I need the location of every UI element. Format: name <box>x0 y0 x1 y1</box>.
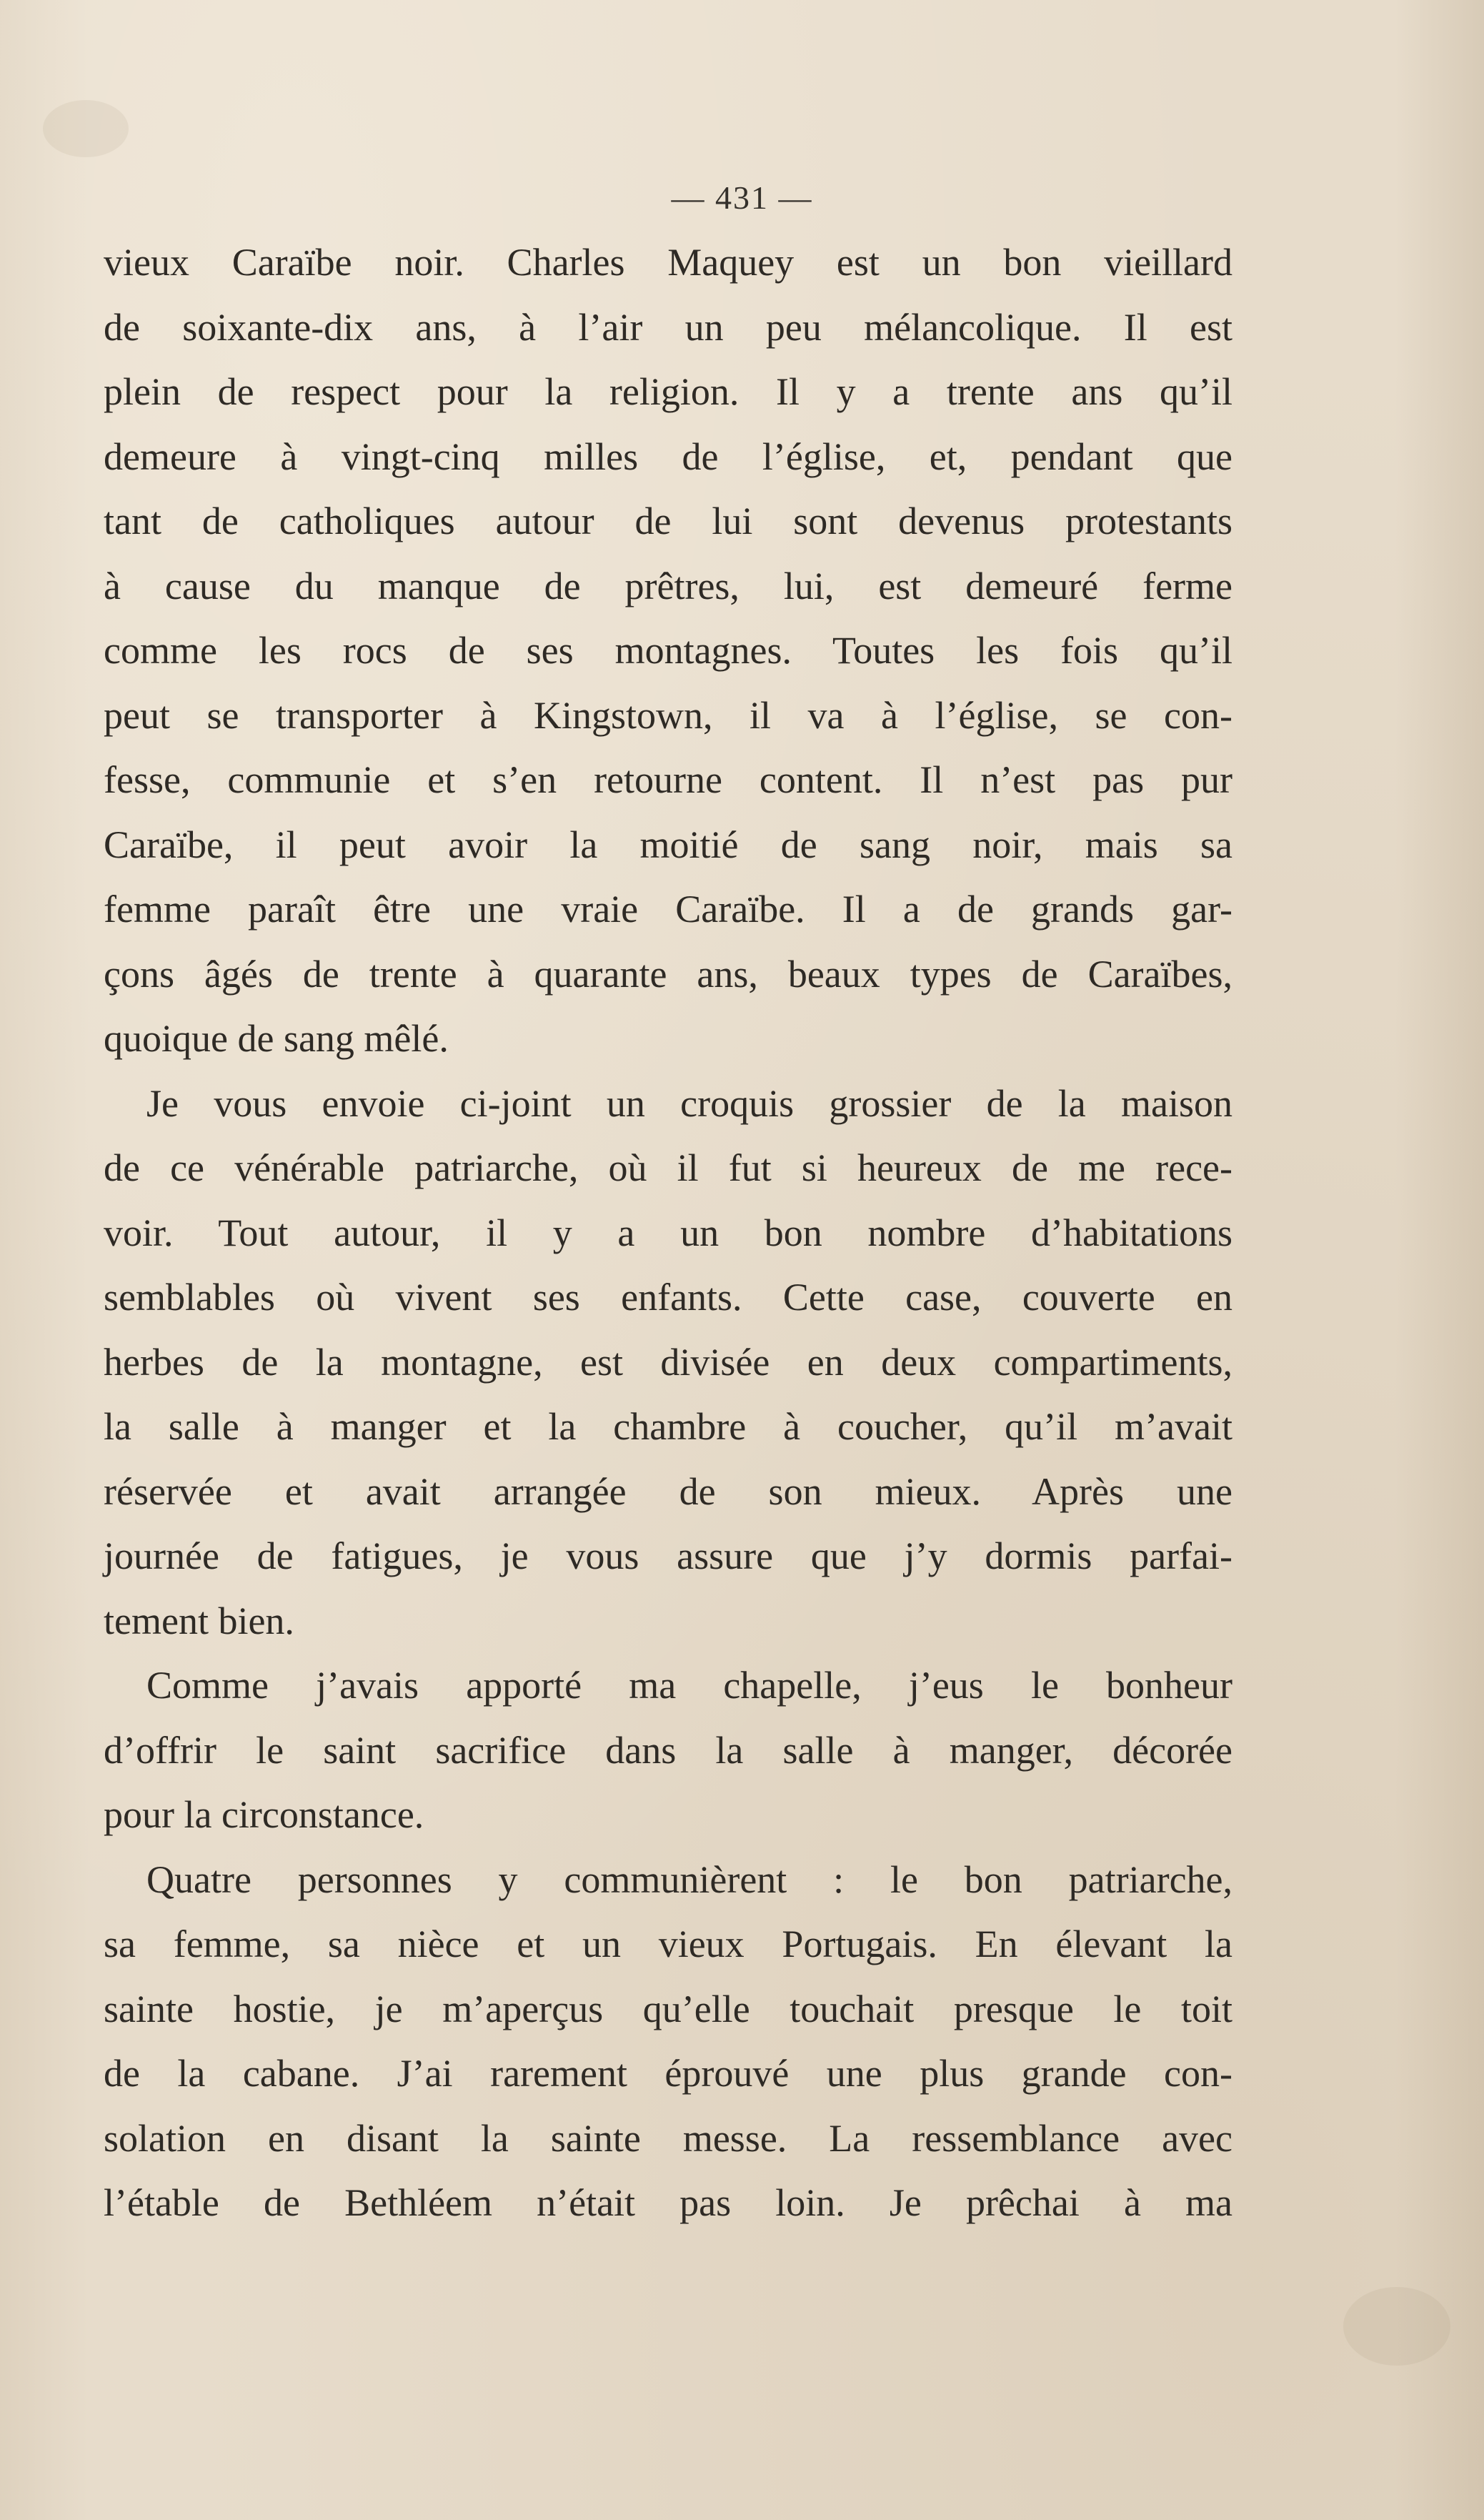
paragraph <box>104 1653 1232 1847</box>
text-line: demeure à vingt-cinq milles de l’église, et, pendant que <box>104 435 1232 478</box>
text-line: Caraïbe, il peut avoir la moitié de sang noir, mais sa <box>104 823 1232 866</box>
text-line: de ce vénérable patriarche, où il fut si heureux de me rece- <box>104 1146 1232 1189</box>
text-line: Quatre personnes y communièrent : le bon patriarche, <box>146 1857 1232 1901</box>
text-line: Comme j’avais apporté ma chapelle, j’eus le bonheur <box>146 1664 1232 1707</box>
text-line: l’étable de Bethléem n’était pas loin. Je prêchai à ma <box>104 2181 1232 2224</box>
text-line: pour la circonstance. <box>104 1793 424 1836</box>
text-line: la salle à manger et la chambre à coucher, qu’il m’avait <box>104 1405 1232 1448</box>
text-line: herbes de la montagne, est divisée en deux compartiments, <box>104 1340 1232 1384</box>
text-line: vieux Caraïbe noir. Charles Maquey est un bon vieillard <box>104 241 1232 284</box>
text-line: comme les rocs de ses montagnes. Toutes les fois qu’il <box>104 629 1232 672</box>
text-line: d’offrir le saint sacrifice dans la salle à manger, décorée <box>104 1728 1232 1772</box>
text-line: sainte hostie, je m’aperçus qu’elle touchait presque le toit <box>104 1987 1232 2030</box>
text-line: de la cabane. J’ai rarement éprouvé une plus grande con- <box>104 2052 1232 2095</box>
text-line: peut se transporter à Kingstown, il va à l’église, se con- <box>104 693 1232 737</box>
paragraph <box>104 1071 1232 1654</box>
body-text <box>104 230 1232 2236</box>
text-line: réservée et avait arrangée de son mieux. Après une <box>104 1469 1232 1513</box>
text-line: à cause du manque de prêtres, lui, est demeuré ferme <box>104 564 1232 607</box>
paper-stain <box>43 100 129 157</box>
text-line: tant de catholiques autour de lui sont devenus protestants <box>104 500 1232 542</box>
text-line: plein de respect pour la religion. Il y a trente ans qu’il <box>104 370 1232 413</box>
text-line: çons âgés de trente à quarante ans, beaux types de Caraïbes, <box>104 952 1232 996</box>
text-line: semblables où vivent ses enfants. Cette case, couverte en <box>104 1276 1232 1319</box>
text-line: tement bien. <box>104 1599 294 1642</box>
text-line: Je vous envoie ci-joint un croquis grossier de la maison <box>146 1081 1232 1125</box>
paragraph <box>104 1847 1232 2236</box>
text-line: de soixante-dix ans, à l’air un peu mélancolique. Il est <box>104 305 1232 349</box>
page-number: — 431 — <box>671 179 813 216</box>
paragraph <box>104 230 1232 1071</box>
text-line: femme paraît être une vraie Caraïbe. Il a de grands gar- <box>104 888 1232 931</box>
text-line: voir. Tout autour, il y a un bon nombre d’habitations <box>104 1211 1232 1254</box>
text-line: fesse, communie et s’en retourne content. Il n’est pas pur <box>104 758 1232 801</box>
text-line: solation en disant la sainte messe. La ressemblance avec <box>104 2116 1232 2160</box>
text-line: sa femme, sa nièce et un vieux Portugais. En élevant la <box>104 1923 1232 1965</box>
paper-stain <box>1343 2287 1450 2366</box>
text-line: journée de fatigues, je vous assure que j’y dormis parfai- <box>104 1534 1232 1577</box>
text-line: quoique de sang mêlé. <box>104 1017 449 1060</box>
